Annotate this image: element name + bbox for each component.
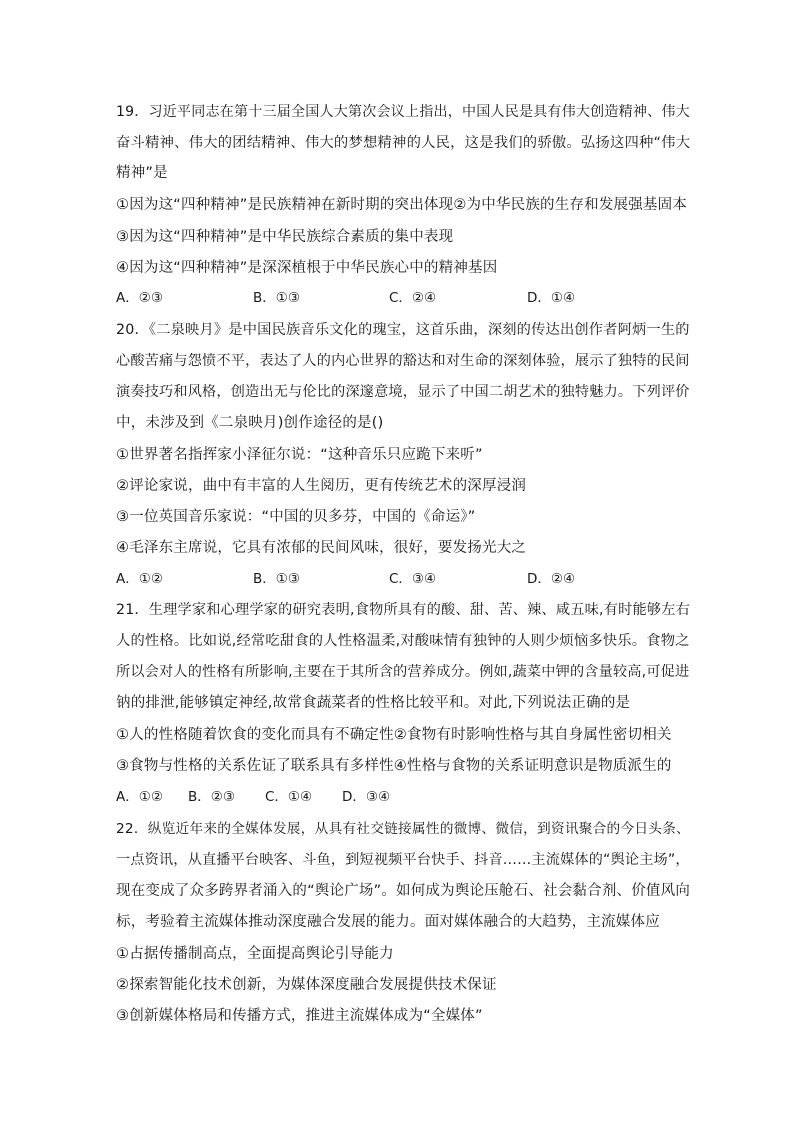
q19-option-a: A．②③	[116, 290, 163, 306]
q21-item-2: ③食物与性格的关系佐证了联系具有多样性④性格与食物的关系证明意识是物质派生的	[116, 758, 672, 774]
q21-item-1: ①人的性格随着饮食的变化而具有不确定性②食物有时影响性格与其自身属性密切相关	[116, 727, 672, 743]
q20-option-b: B．①③	[253, 571, 300, 587]
q19-option-d: D．①④	[527, 290, 576, 306]
q19-stem-line-1: 19．习近平同志在第十三届全国人大第次会议上指出，中国人民是具有伟大创造精神、伟大	[116, 104, 690, 120]
q20-stem-line-4: 中，未涉及到《二泉映月)创作途径的是()	[116, 415, 384, 431]
q19-option-c: C．②④	[389, 290, 437, 306]
q22-item-3: ③创新媒体格局和传播方式，推进主流媒体成为“全媒体”	[116, 1008, 483, 1024]
q21-option-c: C．①④	[265, 789, 313, 805]
q19-item-3: ④因为这“四种精神”是深深植根于中华民族心中的精神基因	[116, 260, 498, 276]
q21-stem-line-3: 所以会对人的性格有所影响,主要在于其所含的营养成分。例如,蔬菜中钾的含量较高,可促进	[116, 664, 690, 680]
q20-option-a: A．①②	[116, 571, 163, 587]
q19-item-1: ①因为这“四种精神”是民族精神在新时期的突出体现②为中华民族的生存和发展强基固本	[116, 197, 688, 213]
q20-item-3: ③一位英国音乐家说：“中国的贝多芬，中国的《命运》”	[116, 509, 476, 525]
q21-stem-line-1: 21．生理学家和心理学家的研究表明,食物所具有的酸、甜、苦、辣、咸五味,有时能够左右	[116, 602, 690, 618]
q21-stem-line-4: 钠的排泄,能够镇定神经,故常食蔬菜者的性格比较平和。对此,下列说法正确的是	[116, 695, 631, 711]
q19-item-2: ③因为这“四种精神”是中华民族综合素质的集中表现	[116, 229, 454, 245]
q21-option-a: A．①②	[116, 789, 163, 805]
q20-option-d: D．②④	[527, 571, 576, 587]
q20-item-4: ④毛泽东主席说，它具有浓郁的民间风味，很好，要发扬光大之	[116, 540, 527, 556]
q21-option-b: B．②③	[188, 789, 235, 805]
q20-item-2: ②评论家说，曲中有丰富的人生阅历，更有传统艺术的深厚浸润	[116, 478, 527, 494]
q22-stem-line-3: 现在变成了众多跨界者涌入的“舆论广场”。如何成为舆论压舱石、社会黏合剂、价值风向	[116, 883, 691, 899]
q22-item-2: ②探索智能化技术创新，为媒体深度融合发展提供技术保证	[116, 977, 497, 993]
q22-stem-line-4: 标，考验着主流媒体推动深度融合发展的能力。面对媒体融合的大趋势，主流媒体应	[116, 914, 660, 930]
q19-stem-line-2: 奋斗精神、伟大的团结精神、伟大的梦想精神的人民，这是我们的骄傲。弘扬这四种“伟大	[116, 135, 691, 151]
q22-stem-line-1: 22．纵览近年来的全媒体发展，从具有社交链接属性的微博、微信，到资讯聚合的今日头条、	[116, 821, 690, 837]
q20-stem-line-1: 20．《二泉映月》是中国民族音乐文化的瑰宝，这首乐曲，深刻的传达出创作者阿炳一生的	[116, 322, 690, 338]
q20-stem-line-3: 演奏技巧和风格，创造出无与伦比的深邃意境，显示了中国二胡艺术的独特魅力。下列评价	[116, 384, 690, 400]
q20-stem-line-2: 心酸苦痛与怨愤不平，表达了人的内心世界的豁达和对生命的深刻体验，展示了独特的民间	[116, 353, 690, 369]
q21-option-d: D．③④	[342, 789, 391, 805]
q22-stem-line-2: 一点资讯，从直播平台映客、斗鱼，到短视频平台快手、抖音……主流媒体的“舆论主场”，	[116, 852, 690, 868]
q20-option-c: C．③④	[389, 571, 437, 587]
q21-stem-line-2: 人的性格。比如说,经常吃甜食的人性格温柔,对酸味情有独钟的人则少烦恼多快乐。食物之	[116, 633, 690, 649]
q20-item-1: ①世界著名指挥家小泽征尔说：“这种音乐只应跪下来听”	[116, 447, 483, 463]
q19-stem-line-3: 精神”是	[116, 165, 168, 181]
q22-item-1: ①占据传播制高点，全面提高舆论引导能力	[116, 946, 394, 962]
q19-option-b: B．①③	[253, 290, 300, 306]
